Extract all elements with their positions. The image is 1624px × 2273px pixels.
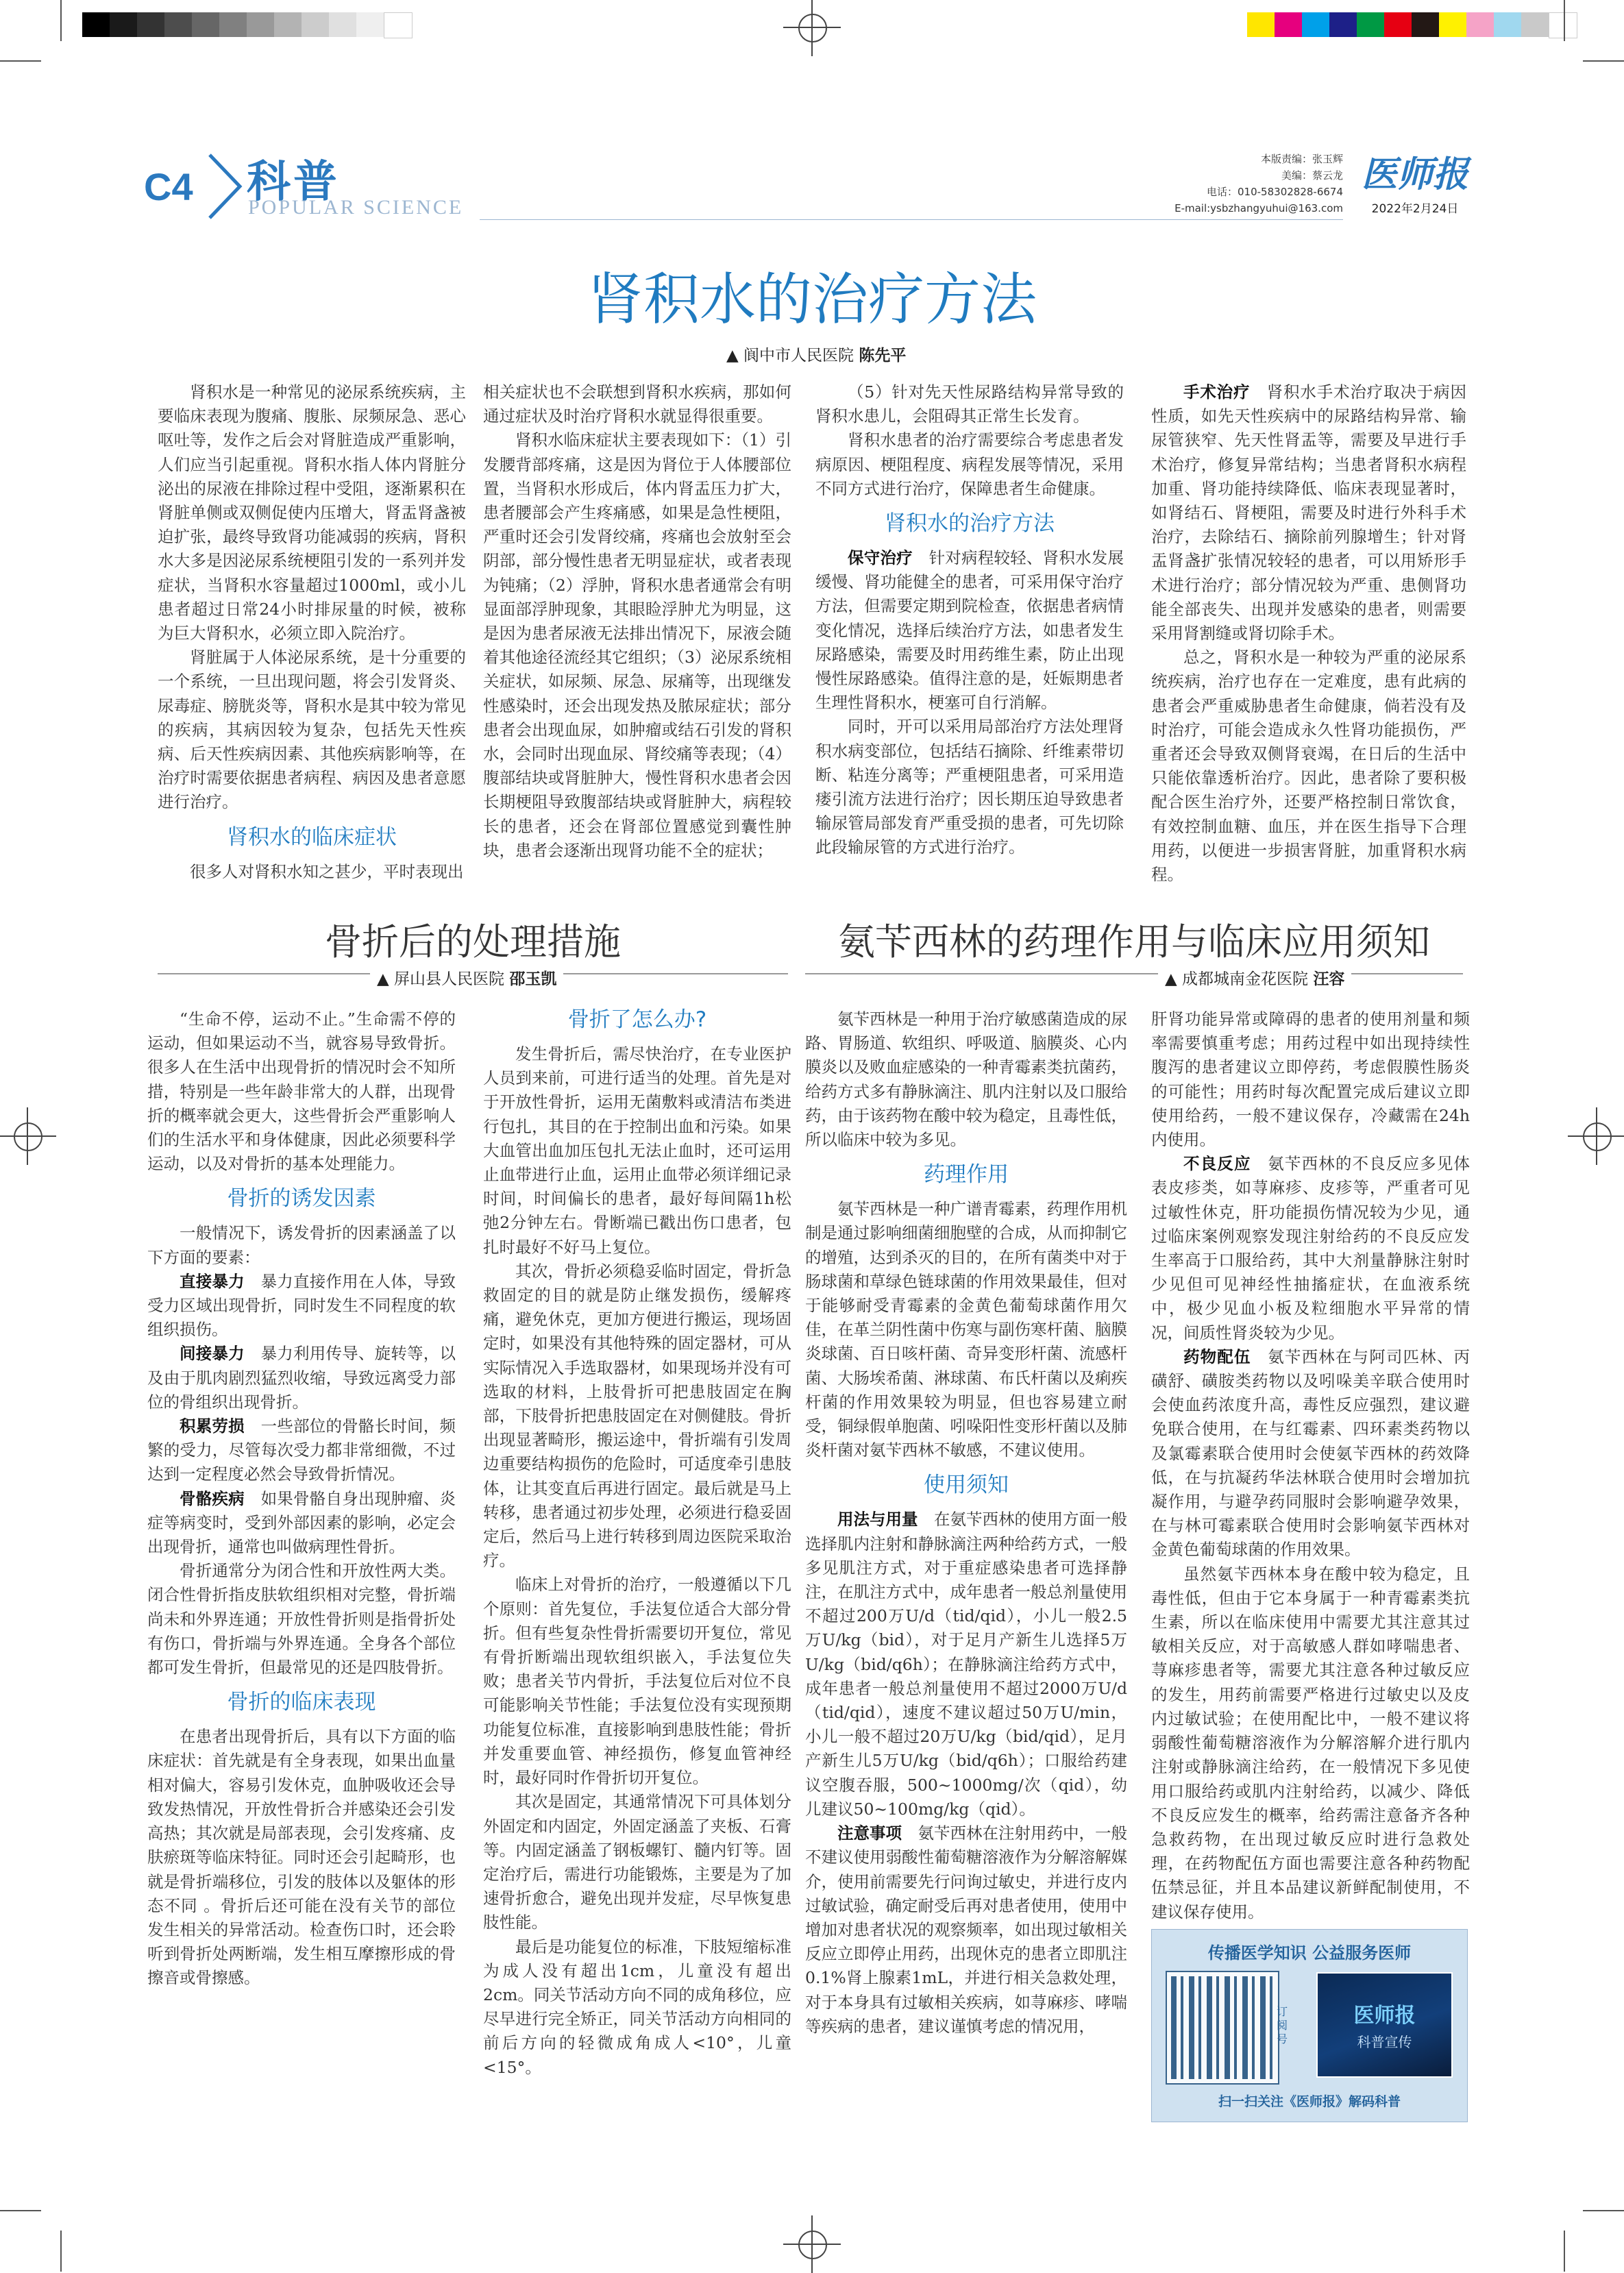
paragraph [483,1573,791,1790]
paragraph-text: 暴力直接作用在人体，导致受力区域出现骨折，同时发生不同程度的软组织损伤。 [147,1271,456,1340]
color-bar [1247,12,1577,38]
keyword-lead: 积累劳损 [180,1416,245,1436]
paragraph [805,1197,1127,1462]
paragraph-text: 肾积水患者的治疗需要综合考虑患者发病原因、梗阻程度、病程发展等情况，采用不同方式进行治疗，保障患者生命健康。 [815,430,1124,498]
author-org: 成都城南金花医院 [1182,970,1308,988]
registration-mark-top [791,7,833,48]
keyword-lead: 保守治疗 [848,548,913,568]
author-name: 汪容 [1313,970,1345,988]
paragraph [805,1508,1127,1821]
keyword-lead: 用法与用量 [837,1510,918,1529]
paragraph [147,1342,456,1414]
paragraph [1151,380,1466,646]
paragraph [805,1821,1127,2039]
paragraph-text: 临床上对骨折的治疗，一般遵循以下几个原则：首先复位，手法复位适合大部分骨折。但有些复杂性骨折需要切开复位，常见有骨折断端出现软组织嵌入，手法复位失败；患者关节内骨折，手法复位后对位不良可能影响关节性能；手法复位没有实现预期功能复位标准，直接影响到患肢性能；骨折并发重要血管、神经损伤，修复血管神经时，最好同时作骨折切开复位。 [483,1575,791,1788]
paragraph [1151,1152,1470,1345]
paragraph-text: 在氨苄西林的使用方面一般选择肌内注射和静脉滴注两种给药方式，一般多见肌注方式，对于重症感染患者可选择静注，在肌注方式中，成年患者一般总剂量使用不超过200万U/d（tid/qid），小儿一般2.5万U/kg（bid），对于足月产新生儿选择5万U/kg（bid/q6h）；在静脉滴注给药方式中，成年患者一般总剂量使用不超过2000万U/d（tid/qid），速度不建议超过50万U/min，小儿一般不超过20万U/kg（bid/qid），足月产新生儿5万U/kg（bid/q6h）；口服给药建议空腹吞服，500~1000mg/次（qid），幼儿建议50~100mg/kg（qid）。 [805,1510,1127,1819]
article-column [805,1007,1127,2039]
paragraph-text: “生命不停，运动不止。”生命需不停的运动，但如果运动不当，就容易导致骨折。很多人在生活中出现骨折的情况时会不知所措，特别是一些年龄非常大的人群，出现骨折的概率就会更大，这些骨折会严重影响人们的生活水平和身体健康，因此必须要科学运动，以及对骨折的基本处理能力。 [147,1009,456,1174]
paragraph-text: 一般情况下，诱发骨折的因素涵盖了以下方面的要素： [147,1223,456,1267]
paragraph-text: 针对病程较轻、肾积水发展缓慢、肾功能健全的患者，可采用保守治疗方法，但需要定期到院检查，依据患者病情变化情况，选择后续治疗方法，如患者发生尿路感染，需要及时用药维生素，防止出现慢性尿路感染。值得注意的是，妊娠期患者生理性肾积水，梗塞可自行消解。 [815,548,1124,713]
author-org: 阆中市人民医院 [743,347,854,365]
paragraph-text: 肾脏属于人体泌尿系统，是十分重要的一个系统，一旦出现问题，将会引发肾炎、尿毒症、膀胱炎等，肾积水是其中较为常见的疾病，其病因较为复杂，包括先天性疾病、后天性疾病因素、其他疾病影响等，在治疗时需要依据患者病程、病因及患者意愿进行治疗。 [158,648,466,812]
paragraph [483,1935,791,2080]
paragraph-text: 肝肾功能异常或障碍的患者的使用剂量和频率需要慎重考虑；用药过程中如出现持续性腹泻的患者建议立即停药，考虑假膜性肠炎的可能性；用药时每次配置完成后建议立即使用给药，一般不建议保存，冷藏需在24h内使用。 [1151,1009,1470,1150]
paragraph-text: 在患者出现骨折后，具有以下方面的临床症状：首先就是有全身表现，如果出血量相对偏大，容易引发休克，血肿吸收还会导致发热情况，开放性骨折合并感染还会引发高热；其次就是局部表现，会引发疼痛、皮肤瘀斑等临床特征。同时还会引起畸形，也就是骨折端移位，引发的肢体以及躯体的形态不同 。骨折后还可能在没有关节的部位发生相关的异常活动。检查伤口时，还会聆听到骨折处两断端，发生相互摩擦形成的骨擦音或骨擦感。 [147,1727,456,1988]
keyword-lead: 间接暴力 [180,1344,245,1364]
paragraph-text: 相关症状也不会联想到肾积水疾病，那如何通过症状及时治疗肾积水就显得很重要。 [483,382,791,426]
paragraph [147,1487,456,1560]
section-title: 科普 [247,157,340,208]
paragraph-text: 一些部位的骨骼长时间，频繁的受力，尽管每次受力都非常细微，不过达到一定程度必然会导致骨折情况。 [147,1416,456,1484]
crop-mark [1583,2210,1624,2211]
paragraph-text: 氨苄西林在注射用药中，一般不建议使用弱酸性葡萄糖溶液作为分解溶解媒介，使用前需要先行问询过敏史，并进行皮内过敏试验，确定耐受后再对患者使用，使用中增加对患者状况的观察频率，如出现过敏相关反应立即停止用药，出现休克的患者立即肌注0.1%肾上腺素1mL，并进行相关急救处理，对于本身具有过敏相关疾病，如荨麻疹、哮喘等疾病的患者，建议谨慎考虑的情况用， [805,1823,1127,2036]
paragraph [815,380,1124,428]
editor: 本版责编：张玉辉 [1260,153,1343,165]
promo-slogan: 传播医学知识 公益服务医师 [1207,1943,1412,1963]
registration-mark-right [1576,1116,1617,1157]
paragraph [1151,646,1466,887]
paragraph-text: 其次是固定，其通常情况下可具体划分外固定和内固定，外固定涵盖了夹板、石膏等。内固定涵盖了钢板螺钉、髓内钉等。固定治疗后，需进行功能锻炼，主要是为了加速骨折愈合，避免出现并发症，尽早恢复患肢性能。 [483,1792,791,1932]
paragraph [815,546,1124,715]
author-name: 陈先平 [859,347,907,365]
paragraph-text: 氨苄西林是一种广谱青霉素，药理作用机制是通过影响细菌细胞壁的合成，从而抑制它的增殖，达到杀灭的目的，在所有菌类中对于肠球菌和草绿色链球菌的作用效果最佳，但对于能够耐受青霉素的金黄色葡萄球菌作用欠佳，在革兰阴性菌中伤寒与副伤寒杆菌、脑膜炎球菌、百日咳杆菌、奇异变形杆菌、流感杆菌、大肠埃希菌、淋球菌、布氏杆菌以及痢疾杆菌的作用效果较为明显，但也容易建立耐受，铜绿假单胞菌、吲哚阳性变形杆菌以及肺炎杆菌对氨苄西林不敏感，不建议使用。 [805,1199,1127,1460]
article-column [147,1007,456,1991]
article-title: 骨折后的处理措施 [325,920,621,963]
article-column [158,380,466,884]
triangle-icon: ▲ [1165,970,1182,988]
paragraph-text: 骨折通常分为闭合性和开放性两大类。闭合性骨折指皮肤软组织相对完整，骨折端尚未和外界连通；开放性骨折则是指骨折处有伤口，骨折端与外界连通。全身各个部位都可发生骨折，但最常见的还是四肢骨折。 [147,1561,456,1678]
triangle-icon: ▲ [726,347,743,365]
email: E-mail:ysbzhangyuhui@163.com [1174,202,1343,214]
paragraph-text: 氨苄西林在与阿司匹林、丙磺舒、磺胺类药物以及吲哚美辛联合使用时会使血药浓度升高，毒性反应强烈，建议避免联合使用，在与红霉素、四环素类药物以及氯霉素联合使用时会使氨苄西林的药效降低，在与抗凝药华法林联合使用时会增加抗凝作用，与避孕药同服时会影响避孕效果，在与林可霉素联合使用时会影响氨苄西林对金黄色葡萄球菌的作用效果。 [1151,1347,1470,1560]
chevron-right-icon [204,152,245,221]
promo-caption: 扫一扫关注《医师报》解码科普 [1218,2094,1401,2109]
paragraph-text: 很多人对肾积水知之甚少，平时表现出 [190,861,464,881]
crop-mark [0,2210,41,2211]
qr-code [1167,1972,1278,2083]
paragraph [147,1559,456,1680]
poster-title: 医师报 [1353,2004,1416,2028]
paragraph [147,1221,456,1269]
crop-mark [0,60,41,62]
paragraph [158,860,466,884]
paragraph-text: 发生骨折后，需尽快治疗，在专业医护人员到来前，可进行适当的处理。首先是对于开放性骨折，运用无菌敷料或清洁布类进行包扎，其目的在于控制出血和污染。如果大血管出血加压包扎无法止血时，还可运用止血带进行止血，运用止血带必须详细记录时间，时间偏长的患者，最好每间隔1h松弛2分钟左右。骨断端已戳出伤口患者，包扎时最好不好马上复位。 [483,1044,791,1257]
section-heading: 骨折了怎么办? [567,1007,707,1032]
crop-mark [60,0,62,41]
article-byline [726,343,906,365]
paragraph [483,1042,791,1260]
section-heading: 骨折的诱发因素 [227,1186,376,1212]
paragraph-text: 最后是功能复位的标准，下肢短缩标准为成人没有超出1cm，儿童没有超出2cm。同关节活动方向不同的成角移位，应尽早进行完全矫正，同关节活动方向相同的前后方向的轻微成角成人<10°，儿童<15°。 [483,1937,791,2077]
triangle-icon: ▲ [377,970,394,988]
crop-mark [1564,0,1565,41]
issue-date: 2022年2月24日 [1371,202,1459,216]
keyword-lead: 不良反应 [1183,1154,1251,1174]
paragraph [815,428,1124,501]
registration-mark-bottom [791,2224,833,2265]
section-title-en: POPULAR SCIENCE [248,196,464,219]
article-column [1151,380,1466,887]
crop-mark [1564,2231,1565,2272]
article-title: 肾积水的治疗方法 [587,267,1037,332]
author-name: 邵玉凯 [509,970,557,988]
poster-subtitle: 科普宣传 [1357,2034,1412,2050]
section-heading: 肾积水的治疗方法 [885,511,1055,537]
masthead-logo: 医师报 [1361,153,1468,195]
author-org: 屏山县人民医院 [394,970,504,988]
paragraph [1151,1007,1470,1152]
article-byline [370,966,563,989]
paragraph-text: 肾积水临床症状主要表现如下：（1）引发腰背部疼痛，这是因为肾位于人体腰部位置，当肾积水形成后，体内肾盂压力扩大，患者腰部会产生疼痛感，如果是急性梗阻，严重时还会引发肾绞痛，疼痛也会放射至会阴部，部分慢性患者无明显症状，或者表现为钝痛；（2）浮肿，肾积水患者通常会有明显面部浮肿现象，其眼睑浮肿尤为明显，这是因为患者尿液无法排出情况下，尿液会随着其他途径流经其它组织；（3）泌尿系统相关症状，如尿频、尿急、尿痛等，出现继发性感染时，还会出现发热及脓尿症状；部分患者会出现血尿，如肿瘤或结石引发的肾积水，会同时出现血尿、肾绞痛等表现；（4）腹部结块或肾脏肿大，慢性肾积水患者会因长期梗阻导致腹部结块或肾脏肿大，病程较长的患者，还会在肾部位置感觉到囊性肿块，患者会逐渐出现肾功能不全的症状； [483,430,791,860]
page-code: C4 [144,165,193,208]
title-rule [805,973,1463,974]
keyword-lead: 药物配伍 [1183,1347,1251,1366]
phone: 电话：010-58302828-6674 [1207,186,1343,198]
paragraph [805,1007,1127,1152]
paragraph [147,1270,456,1342]
paragraph [158,646,466,814]
paragraph-text: 其次，骨折必须稳妥临时固定，骨折急救固定的目的就是防止继发损伤，缓解疼痛，避免休克，更加方便进行搬运，现场固定时，如果没有其他特殊的固定器材，可从实际情况入手选取器材，如果现场并没有可选取的材料，上肢骨折可把患肢固定在胸部，下肢骨折把患肢固定在对侧健肢。骨折出现显著畸形，搬运途中，骨折端有引发周边重要结构损伤的危险时，可适度牵引患肢体，让其变直后再进行固定。最后就是马上转移，患者通过初步处理，必须进行稳妥固定后，然后马上进行转移到周边医院采取治疗。 [483,1261,791,1571]
paragraph-text: 同时，开可以采用局部治疗方法处理肾积水病变部位，包括结石摘除、纤维素带切断、粘连分离等；严重梗阻患者，可采用造瘘引流方法进行治疗；因长期压迫导致患者输尿管局部发育严重受损的患者，可先切除此段输尿管的方式进行治疗。 [815,717,1124,857]
paragraph [147,1007,456,1176]
article-column [483,380,791,863]
crop-mark [1583,60,1624,62]
crop-mark [60,2231,62,2272]
paragraph [483,1260,791,1573]
article-column [815,380,1124,860]
editor-info [1165,151,1343,217]
keyword-lead: 注意事项 [837,1823,902,1843]
art-editor: 美编：蔡云龙 [1281,169,1343,182]
paragraph-text: 肾积水是一种常见的泌尿系统疾病，主要临床表现为腹痛、腹胀、尿频尿急、恶心呕吐等，发作之后会对肾脏造成严重影响，人们应当引起重视。肾积水指人体内肾脏分泌出的尿液在排除过程中受阻，逐渐累积在肾脏单侧或双侧促使内压增大，肾盂肾盏被迫扩张，最终导致肾功能减弱的疾病，肾积水大多是因泌尿系统梗阻引发的一系列并发症状，当肾积水容量超过1000ml，或小儿患者超过日常24小时排尿量的时候，被称为巨大肾积水，必须立即入院治疗。 [158,382,466,643]
paragraph-text: 氨苄西林的不良反应多见体表皮疹类，如荨麻疹、皮疹等，严重者可见过敏性休克，肝功能损伤情况较为少见，通过临床案例观察发现注射给药的不良反应发生率高于口服给药，其中大剂量静脉注射时少见但可见神经性抽搐症状，在血液系统中，极少见血小板及粒细胞水平异常的情况，间质性肾炎较为少见。 [1151,1154,1470,1342]
paragraph [483,428,791,863]
keyword-lead: 骨骼疾病 [180,1488,245,1508]
grayscale-bar [82,12,413,38]
paragraph-text: （5）针对先天性尿路结构异常导致的肾积水患儿，会阻碍其正常生长发育。 [815,382,1124,426]
qr-label: 订阅号 [1277,2005,1288,2045]
header-rule [480,219,1343,220]
section-heading: 骨折的临床表现 [227,1690,376,1715]
paragraph [483,380,791,428]
paragraph-text: 如果骨骼自身出现肿瘤、炎症等病变时，受到外部因素的影响，必定会出现骨折，通常也叫做病理性骨折。 [147,1488,456,1557]
article-title: 氨苄西林的药理作用与临床应用须知 [838,920,1430,963]
paragraph-text: 虽然氨苄西林本身在酸中较为稳定，且毒性低，但由于它本身属于一种青霉素类抗生素，所以在临床使用中需要尤其注意其过敏相关反应，对于高敏感人群如哮喘患者、荨麻疹患者等，需要尤其注意各种过敏反应的发生，用药前需要严格进行过敏史以及皮内过敏试验；在使用配比中，一般不建议将弱酸性葡萄糖溶液作为分解溶解介进行肌内注射或静脉滴注给药，在一般情况下多见使用口服给药或肌内注射给药，以减少、降低不良反应发生的概率，给药需注意备齐各种急救药物，在出现过敏反应时进行急救处理，在药物配伍方面也需要注意各种药物配伍禁忌征，并且本品建议新鲜配制使用，不建议保存使用。 [1151,1564,1470,1921]
article-column [1151,1007,1470,1924]
paragraph [1151,1345,1470,1562]
paragraph [158,380,466,646]
registration-mark-left [7,1116,48,1157]
paragraph-text: 肾积水手术治疗取决于病因性质，如先天性疾病中的尿路结构异常、输尿管狭窄、先天性肾盂等，需要及早进行手术治疗，修复异常结构；当患者肾积水病程加重、肾功能持续降低、临床表现显著时，如肾结石、肾梗阻，需要及时进行外科手术治疗，去除结石、摘除前列腺增生；针对肾盂肾盏扩张情况较轻的患者，可以用矫形手术进行治疗；部分情况较为严重、患侧肾功能全部丧失、出现并发感染的患者，则需要采用肾割缝或肾切除手术。 [1151,382,1466,643]
section-heading: 药理作用 [924,1162,1009,1188]
paragraph-text: 总之，肾积水是一种较为严重的泌尿系统疾病，治疗也存在一定难度，患有此病的患者会严重威胁患者生命健康，倘若没有及时治疗，可能会造成永久性肾功能损伤，严重者还会导致双侧肾衰竭，在日后的生活中只能依靠透析治疗。因此，患者除了要积极配合医生治疗外，还要严格控制日常饮食，有效控制血糖、血压，并在医生指导下合理用药，以便进一步损害肾脏，加重肾积水病程。 [1151,648,1466,885]
paragraph [147,1414,456,1487]
promo-poster [1316,1972,1453,2078]
paragraph [147,1725,456,1990]
paragraph-text: 氨苄西林是一种用于治疗敏感菌造成的尿路、胃肠道、软组织、呼吸道、脑膜炎、心内膜炎以及败血症感染的一种青霉素类抗菌药，给药方式多有静脉滴注、肌内注射以及口服给药，由于该药物在酸中较为稳定，且毒性低，所以临床中较为多见。 [805,1009,1127,1150]
section-heading: 肾积水的临床症状 [227,824,397,850]
paragraph-text: 暴力利用传导、旋转等，以及由于肌肉剧烈猛烈收缩，导致远离受力部位的骨组织出现骨折。 [147,1344,456,1412]
keyword-lead: 手术治疗 [1183,382,1251,402]
paragraph [815,715,1124,859]
article-byline [1158,966,1351,989]
paragraph [1151,1562,1470,1924]
promo-box [1151,1929,1468,2122]
keyword-lead: 直接暴力 [180,1271,245,1291]
article-column [483,997,791,2080]
section-heading: 使用须知 [924,1473,1009,1498]
paragraph [483,1790,791,1934]
